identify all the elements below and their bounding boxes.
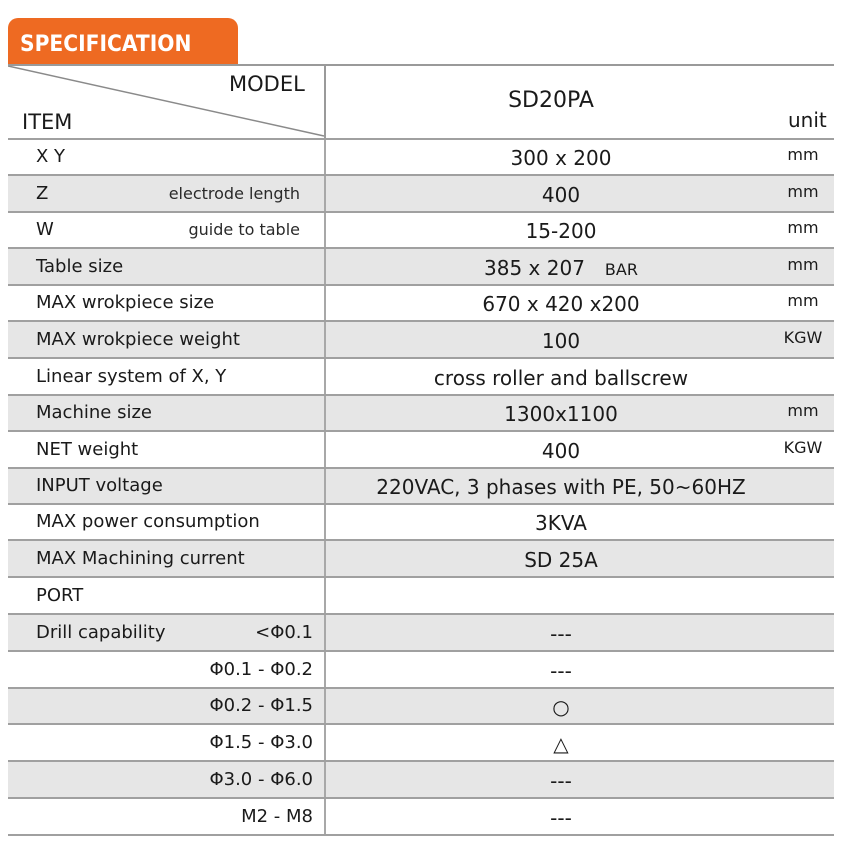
row-value <box>326 219 796 243</box>
table-row <box>8 760 834 797</box>
row-value <box>326 622 796 646</box>
specification-tab <box>8 18 238 64</box>
value-text: 400 <box>541 439 581 463</box>
value-text: 15-200 <box>525 219 597 243</box>
row-unit: mm <box>787 291 819 310</box>
row-label: Linear system of X, Y <box>36 366 227 387</box>
row-value <box>326 732 796 756</box>
value-text: 220VAC, 3 phases with PE, 50~60HZ <box>376 475 746 499</box>
row-value <box>326 475 796 499</box>
row-label: Drill capability <box>36 622 166 643</box>
table-row <box>8 467 834 503</box>
drill-range: M2 - M8 <box>241 806 313 827</box>
row-unit: mm <box>787 401 819 420</box>
table-row <box>8 394 834 430</box>
row-sublabel: electrode length <box>168 184 300 203</box>
row-value <box>326 659 796 683</box>
table-row <box>8 138 834 174</box>
row-value <box>326 695 796 719</box>
row-unit: mm <box>787 145 819 164</box>
row-sublabel: guide to table <box>188 220 300 239</box>
value-text: 1300x1100 <box>504 402 618 426</box>
row-value <box>326 256 796 280</box>
item-label: ITEM <box>22 110 73 134</box>
table-row <box>8 576 834 613</box>
row-label: MAX wrokpiece weight <box>36 329 240 350</box>
column-divider <box>324 578 326 613</box>
value-text: 670 x 420 x200 <box>482 292 640 316</box>
value-text: 3KVA <box>535 511 587 535</box>
model-label: MODEL <box>229 72 305 96</box>
title: SPECIFICATION <box>20 32 192 57</box>
value-text: 385 x 207 <box>484 256 585 280</box>
row-label: Machine size <box>36 402 152 423</box>
row-value <box>326 146 796 170</box>
value-text: 300 x 200 <box>510 146 612 170</box>
table-row <box>8 211 834 247</box>
row-value <box>326 183 796 207</box>
table-row <box>8 797 834 834</box>
table-row <box>8 723 834 760</box>
bottom-rule <box>8 834 834 836</box>
value-suffix: BAR <box>604 260 638 279</box>
model-name: SD20PA <box>508 88 594 113</box>
value-text: --- <box>550 806 572 830</box>
value-text: ○ <box>552 695 570 719</box>
value-text: --- <box>550 769 572 793</box>
table-row <box>8 320 834 357</box>
drill-range: Φ0.1 - Φ0.2 <box>209 659 313 680</box>
row-label: MAX power consumption <box>36 511 260 532</box>
row-label: NET weight <box>36 439 139 460</box>
row-unit: mm <box>787 255 819 274</box>
row-label: PORT <box>36 585 84 606</box>
table-row <box>8 613 834 650</box>
row-label: W <box>36 219 54 240</box>
table-header <box>8 66 834 138</box>
row-value <box>326 439 796 463</box>
row-value <box>326 769 796 793</box>
table-row <box>8 650 834 687</box>
value-text: --- <box>550 622 572 646</box>
row-value <box>326 548 796 572</box>
row-value <box>326 511 796 535</box>
row-unit: mm <box>787 218 819 237</box>
row-label: MAX wrokpiece size <box>36 292 215 313</box>
table-row <box>8 284 834 320</box>
value-text: cross roller and ballscrew <box>433 366 689 390</box>
table-row <box>8 687 834 723</box>
row-value <box>326 329 796 353</box>
drill-range: Φ3.0 - Φ6.0 <box>209 769 313 790</box>
row-label: X Y <box>36 146 66 167</box>
spec-table <box>8 138 834 834</box>
table-row <box>8 539 834 576</box>
row-unit: mm <box>787 182 819 201</box>
drill-range: Φ0.2 - Φ1.5 <box>209 695 313 716</box>
row-label: INPUT voltage <box>36 475 163 496</box>
row-unit: KGW <box>783 438 823 457</box>
value-text: △ <box>553 732 569 756</box>
value-text: 100 <box>541 329 581 353</box>
table-row <box>8 503 834 539</box>
row-unit: KGW <box>783 328 823 347</box>
drill-range: <Φ0.1 <box>255 622 313 643</box>
table-row <box>8 174 834 211</box>
row-value <box>326 366 796 390</box>
unit-label: unit <box>788 108 827 132</box>
row-value <box>326 402 796 426</box>
row-value <box>326 292 796 316</box>
value-text: --- <box>550 659 572 683</box>
table-row <box>8 430 834 467</box>
value-text: 400 <box>541 183 581 207</box>
row-value <box>326 806 796 830</box>
table-row <box>8 357 834 394</box>
row-label: Table size <box>36 256 124 277</box>
table-row <box>8 247 834 284</box>
row-label: Z <box>36 183 49 204</box>
drill-range: Φ1.5 - Φ3.0 <box>209 732 313 753</box>
value-text: SD 25A <box>524 548 598 572</box>
row-label: MAX Machining current <box>36 548 245 569</box>
